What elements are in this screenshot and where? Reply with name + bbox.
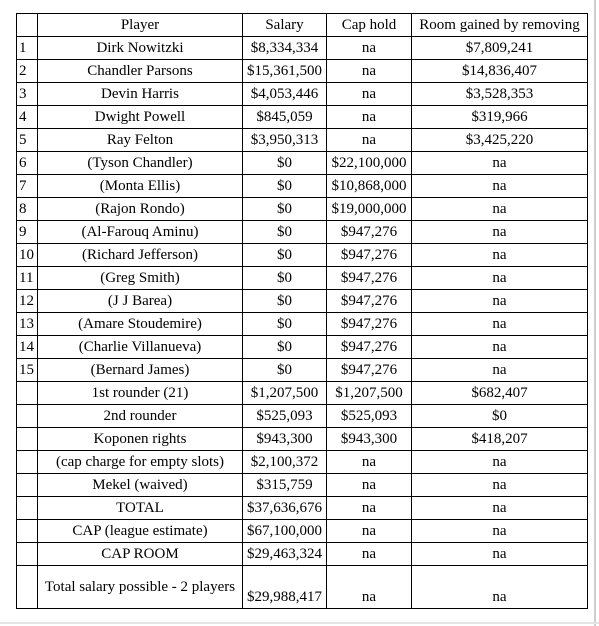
cap-hold-cell: na: [327, 543, 412, 566]
player-cell: (cap charge for empty slots): [38, 451, 243, 474]
row-index-cell: 14: [17, 336, 38, 359]
row-index-cell: 7: [17, 175, 38, 198]
table-row: [17, 382, 588, 405]
player-cell: Koponen rights: [38, 428, 243, 451]
room-gained-cell: $14,836,407: [412, 60, 588, 83]
cap-hold-cell: $22,100,000: [327, 152, 412, 175]
row-index-cell: 11: [17, 267, 38, 290]
room-gained-cell: na: [412, 244, 588, 267]
player-cell: (Bernard James): [38, 359, 243, 382]
cap-hold-cell: na: [327, 106, 412, 129]
table-row: [17, 359, 588, 382]
page-edge-shadow: [594, 0, 596, 626]
row-index-cell: 3: [17, 83, 38, 106]
salary-cell: $0: [243, 267, 327, 290]
row-index-cell: 8: [17, 198, 38, 221]
room-gained-cell: na: [412, 451, 588, 474]
row-index-cell: [17, 474, 38, 497]
room-gained-cell: $3,425,220: [412, 129, 588, 152]
table-row: [17, 543, 588, 566]
salary-cell: $8,334,334: [243, 37, 327, 60]
table-row: [17, 566, 588, 609]
room-gained-cell: $319,966: [412, 106, 588, 129]
salary-cell: $2,100,372: [243, 451, 327, 474]
salary-cell: $0: [243, 175, 327, 198]
player-cell: (Tyson Chandler): [38, 152, 243, 175]
row-index-cell: 13: [17, 313, 38, 336]
table-row: [17, 267, 588, 290]
salary-cell: $0: [243, 221, 327, 244]
player-cell: 2nd rounder: [38, 405, 243, 428]
room-gained-cell: $682,407: [412, 382, 588, 405]
salary-header: Salary: [243, 14, 327, 37]
row-index-cell: 4: [17, 106, 38, 129]
player-cell: (Greg Smith): [38, 267, 243, 290]
room-gained-cell: na: [412, 520, 588, 543]
cap-hold-cell: na: [327, 129, 412, 152]
cap-hold-cell: $10,868,000: [327, 175, 412, 198]
row-index-cell: 2: [17, 60, 38, 83]
cap-hold-cell: na: [327, 474, 412, 497]
player-cell: Devin Harris: [38, 83, 243, 106]
room-gained-cell: $3,528,353: [412, 83, 588, 106]
player-cell: TOTAL: [38, 497, 243, 520]
salary-cell: $29,988,417: [243, 566, 327, 609]
cap-hold-cell: na: [327, 451, 412, 474]
room-gained-cell: na: [412, 221, 588, 244]
room-gained-header: Room gained by removing: [412, 14, 588, 37]
cap-hold-cell: $947,276: [327, 221, 412, 244]
row-index-cell: 10: [17, 244, 38, 267]
salary-cell: $0: [243, 359, 327, 382]
cap-hold-cell: $947,276: [327, 313, 412, 336]
cap-hold-cell: $943,300: [327, 428, 412, 451]
salary-cell: $0: [243, 336, 327, 359]
table-row: [17, 474, 588, 497]
table-row: [17, 175, 588, 198]
row-index-cell: [17, 543, 38, 566]
table-row: [17, 37, 588, 60]
room-gained-cell: na: [412, 198, 588, 221]
cap-hold-cell: $19,000,000: [327, 198, 412, 221]
player-cell: (J J Barea): [38, 290, 243, 313]
player-cell: Dwight Powell: [38, 106, 243, 129]
player-header: Player: [38, 14, 243, 37]
table-row: [17, 152, 588, 175]
salary-cell: $29,463,324: [243, 543, 327, 566]
room-gained-cell: na: [412, 336, 588, 359]
row-index-cell: [17, 566, 38, 609]
row-index-cell: 5: [17, 129, 38, 152]
room-gained-cell: na: [412, 152, 588, 175]
row-index-cell: 6: [17, 152, 38, 175]
room-gained-cell: na: [412, 543, 588, 566]
table-row: [17, 60, 588, 83]
salary-cap-table: [16, 13, 588, 609]
salary-cell: $67,100,000: [243, 520, 327, 543]
cap-hold-header: Cap hold: [327, 14, 412, 37]
row-index-cell: 1: [17, 37, 38, 60]
table-row: [17, 221, 588, 244]
player-cell: CAP (league estimate): [38, 520, 243, 543]
player-cell: (Rajon Rondo): [38, 198, 243, 221]
table-row: [17, 83, 588, 106]
index-header: [17, 14, 38, 37]
room-gained-cell: $7,809,241: [412, 37, 588, 60]
cap-hold-cell: $947,276: [327, 290, 412, 313]
salary-cell: $0: [243, 244, 327, 267]
salary-cell: $0: [243, 313, 327, 336]
room-gained-cell: na: [412, 566, 588, 609]
cap-hold-cell: na: [327, 566, 412, 609]
row-index-cell: [17, 428, 38, 451]
salary-cell: $0: [243, 290, 327, 313]
table-row: [17, 428, 588, 451]
player-cell: (Monta Ellis): [38, 175, 243, 198]
room-gained-cell: na: [412, 290, 588, 313]
player-cell: Mekel (waived): [38, 474, 243, 497]
room-gained-cell: $0: [412, 405, 588, 428]
cap-hold-cell: na: [327, 497, 412, 520]
table-row: [17, 129, 588, 152]
table-row: [17, 497, 588, 520]
salary-cell: $943,300: [243, 428, 327, 451]
row-index-cell: [17, 451, 38, 474]
salary-cell: $4,053,446: [243, 83, 327, 106]
cap-hold-cell: $525,093: [327, 405, 412, 428]
player-cell: Dirk Nowitzki: [38, 37, 243, 60]
row-index-cell: [17, 497, 38, 520]
salary-cell: $845,059: [243, 106, 327, 129]
table-row: [17, 451, 588, 474]
table-row: [17, 405, 588, 428]
salary-cell: $0: [243, 198, 327, 221]
cap-hold-cell: na: [327, 37, 412, 60]
row-index-cell: 15: [17, 359, 38, 382]
room-gained-cell: $418,207: [412, 428, 588, 451]
room-gained-cell: na: [412, 474, 588, 497]
salary-cell: $15,361,500: [243, 60, 327, 83]
player-cell: Chandler Parsons: [38, 60, 243, 83]
cap-hold-cell: $947,276: [327, 359, 412, 382]
room-gained-cell: na: [412, 313, 588, 336]
table-row: [17, 244, 588, 267]
row-index-cell: 12: [17, 290, 38, 313]
player-cell: (Al-Farouq Aminu): [38, 221, 243, 244]
cap-hold-cell: na: [327, 83, 412, 106]
cap-hold-cell: $1,207,500: [327, 382, 412, 405]
table-body: [17, 37, 588, 609]
table-row: [17, 290, 588, 313]
row-index-cell: [17, 382, 38, 405]
room-gained-cell: na: [412, 497, 588, 520]
cap-hold-cell: $947,276: [327, 267, 412, 290]
salary-cell: $0: [243, 152, 327, 175]
table-row: [17, 336, 588, 359]
salary-cell: $37,636,676: [243, 497, 327, 520]
table-row: [17, 198, 588, 221]
table-row: [17, 520, 588, 543]
salary-cell: $315,759: [243, 474, 327, 497]
salary-cell: $1,207,500: [243, 382, 327, 405]
row-index-cell: [17, 520, 38, 543]
room-gained-cell: na: [412, 359, 588, 382]
cap-hold-cell: $947,276: [327, 336, 412, 359]
table-row: [17, 313, 588, 336]
player-cell: Total salary possible - 2 players: [38, 566, 243, 609]
header-row: [17, 14, 588, 37]
row-index-cell: 9: [17, 221, 38, 244]
player-cell: 1st rounder (21): [38, 382, 243, 405]
page-bottom-edge: [0, 622, 599, 624]
cap-hold-cell: na: [327, 520, 412, 543]
player-cell: (Charlie Villanueva): [38, 336, 243, 359]
salary-cell: $525,093: [243, 405, 327, 428]
cap-hold-cell: na: [327, 60, 412, 83]
player-cell: CAP ROOM: [38, 543, 243, 566]
table-row: [17, 106, 588, 129]
room-gained-cell: na: [412, 267, 588, 290]
row-index-cell: [17, 405, 38, 428]
room-gained-cell: na: [412, 175, 588, 198]
player-cell: (Amare Stoudemire): [38, 313, 243, 336]
player-cell: Ray Felton: [38, 129, 243, 152]
player-cell: (Richard Jefferson): [38, 244, 243, 267]
cap-hold-cell: $947,276: [327, 244, 412, 267]
salary-cell: $3,950,313: [243, 129, 327, 152]
